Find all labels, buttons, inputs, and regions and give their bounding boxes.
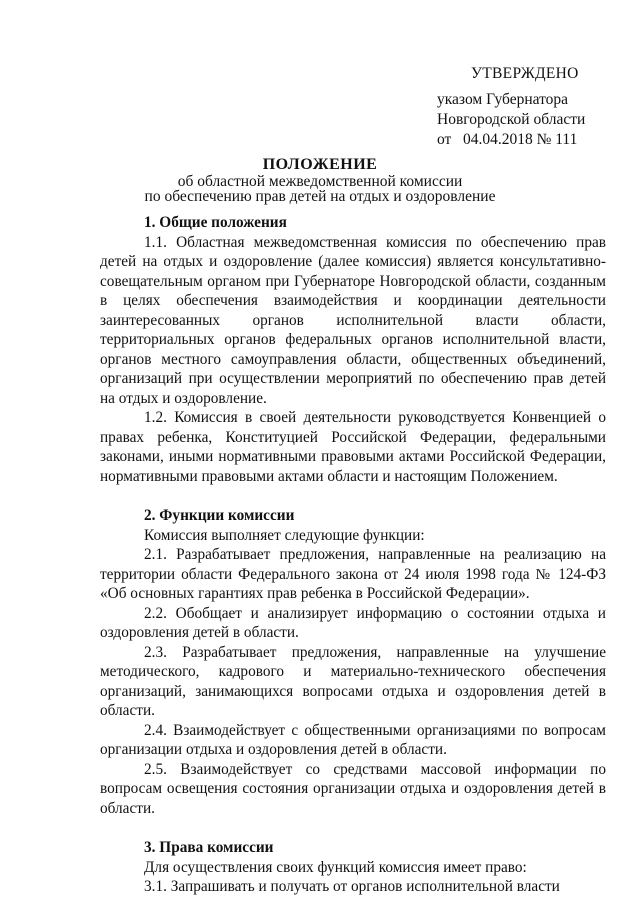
section-1-paragraph-2: 1.2. Комиссия в своей деятельности руководствуется Конвенцией о правах ребенка, Конституцией Российской Федерации, федеральными законами, иными нормативными правовыми актами Российской Федерации, нормативными правовыми актами области и настоящим Положением. — [100, 409, 606, 485]
section-2-paragraph-4: 2.4. Взаимодействует с общественными организациями по вопросам организации отдыха и оздоровления детей в области. — [100, 721, 606, 758]
section-2-heading: 2. Функции комиссии — [144, 507, 295, 524]
section-3-paragraph-1: 3.1. Запрашивать и получать от органов исполнительной власти — [144, 878, 560, 895]
section-3-heading: 3. Права комиссии — [144, 839, 274, 856]
spacer — [100, 818, 606, 838]
approval-word: УТВЕРЖДЕНО — [471, 65, 579, 82]
title-sub-1: об областной межведомственной комиссии — [177, 173, 463, 190]
approval-line-1: указом Губернатора — [437, 91, 569, 108]
approval-line-2: Новгородской области — [437, 111, 586, 128]
section-3-intro: Для осуществления своих функций комиссия имеет право: — [144, 858, 527, 876]
approval-date: 04.04.2018 — [462, 131, 533, 148]
section-2-paragraph-1: 2.1. Разрабатывает предложения, направленные на реализацию на территории области Федерального закона от 24 июля 1998 года № 124-ФЗ «Об основных гарантиях прав ребенка в Российской Федерации». — [100, 546, 606, 602]
approval-stamp — [437, 64, 585, 150]
section-2-intro: Комиссия выполняет следующие функции: — [144, 526, 425, 544]
section-1-paragraph-1: 1.1. Областная межведомственная комиссия по обеспечению прав детей на отдых и оздоровление (далее комиссия) является консультативно-совещательным органом при Губернаторе Новгородской области, созданным в целях обеспечения взаимодействия и координации деятельности заинтересованных органов исполнительной власти области, территориальных органов федеральных органов исполнительной власти, органов местного самоуправления области, общественных объединений, организаций при осуществлении мероприятий по обеспечению прав детей на отдых и оздоровление. — [100, 233, 606, 407]
document-body — [100, 213, 606, 897]
document-title — [0, 156, 640, 204]
section-2-paragraph-2: 2.2. Обобщает и анализирует информацию о состоянии отдыха и оздоровления детей в области. — [100, 604, 606, 641]
approval-date-line — [437, 130, 585, 150]
section-2-paragraph-5: 2.5. Взаимодействует со средствами массовой информации по вопросам освещения состояния организации отдыха и оздоровления детей в области. — [100, 760, 606, 817]
approval-date-prefix: от — [437, 131, 452, 148]
title-main: ПОЛОЖЕНИЕ — [262, 156, 378, 173]
section-2-paragraph-3: 2.3. Разрабатывает предложения, направленные на улучшение методического, кадрового и материально-технического обеспечения организаций, занимающихся вопросами отдыха и оздоровления детей в области. — [100, 643, 606, 719]
approval-number: № 111 — [536, 131, 578, 148]
section-1-heading: 1. Общие положения — [144, 214, 287, 231]
spacer — [100, 486, 606, 506]
title-sub-2: по обеспечению прав детей на отдых и оздоровление — [144, 188, 496, 205]
